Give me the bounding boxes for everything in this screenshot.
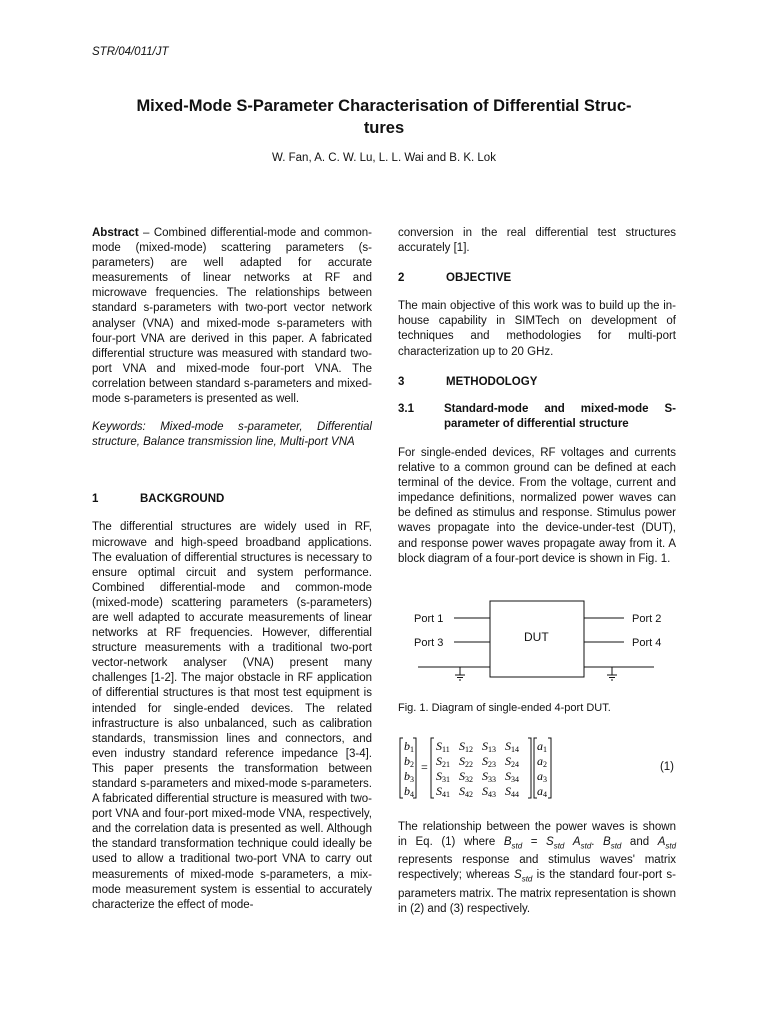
matrix-s-34: S34 [505, 768, 519, 784]
matrix-s-11: S11 [436, 738, 450, 754]
matrix-s-22: S22 [459, 753, 473, 769]
matrix-s-24: S24 [505, 753, 519, 769]
closing-text: The relationship between the power waves is shown in Eq. (1) where $B_{std} = S_{std}$ $A_{std}$. $B_{std}$ and $A_{std}$ represents response and stimulus waves' matrix respectively; whereas $S_{std}$ is the standard four-port s-parameters matrix. The matrix representation is shown in (2) and (3) respectively. [398, 820, 677, 915]
section-1-text: The differential structures are widely used in RF, microwave and high-speed broadband applications. The evaluation of differential structures is necessary to ensure optimal circuit and system performance. Combined differential-mode and common-mode (mixed-mode) scattering parameters (s-parameters) are well adapted to accurate measurements of linear networks at RF frequencies. However, differential structure measurements with a traditional two-port vector-network analyser (VNA) present many challenges [1-2]. The major obstacle in RF application of differential structures is that most test equipment is intended for single-ended devices. The related infrastructure is also unbalanced, such as calibration standards, transmission lines and connectors, and even industry standard reference impedance [3-4]. This paper presents the transformation between standard s-parameters and mixed-mode s-parameters. A fabricated differential structure is measured with two-port VNA and four-port mixed-mode VNA, respectively, and the correlation data is presented as well. Although the standard transformation technique could ideally be used to allow a traditional two-port VNA to carry out measurements of mixed-mode s-parameters, a mix-mode measurement system is essential to accurately characterize the effect of mode- [92, 521, 372, 911]
ground-symbol-right-icon [607, 667, 617, 680]
port-3-label: Port 3 [414, 636, 444, 649]
section-3-title: METHODOLOGY [446, 375, 538, 388]
matrix-a-2: a2 [537, 753, 547, 769]
matrix-a-3: a3 [537, 768, 547, 784]
section-3-number: 3 [398, 375, 405, 388]
matrix-s-43: S43 [482, 783, 496, 799]
matrix-s-21: S21 [436, 753, 450, 769]
matrix-s-12: S12 [459, 738, 473, 754]
port-4-label: Port 4 [632, 636, 662, 649]
matrix-s-23: S23 [482, 753, 496, 769]
left-column [92, 226, 372, 913]
keywords: Keywords: Mixed-mode s-parameter, Differential structure, Balance transmission line, Multi-port VNA [92, 421, 372, 449]
matrix-equation [398, 736, 568, 802]
authors: W. Fan, A. C. W. Lu, L. L. Wai and B. K. Lok [272, 152, 496, 164]
matrix-b-4: b4 [404, 783, 414, 799]
port-1-label: Port 1 [414, 612, 444, 625]
matrix-s-14: S14 [505, 738, 519, 754]
figure-1-caption: Fig. 1. Diagram of single-ended 4-port DUT. [398, 701, 611, 714]
paper-title [92, 95, 676, 139]
matrix-b-3: b3 [404, 768, 414, 784]
section-2-text: The main objective of this work was to build up the in-house capability in SIMTech on development of techniques and methodologies for multi-port characterization up to 20 GHz. [398, 300, 676, 358]
matrix-s-44: S44 [505, 783, 519, 799]
matrix-b-2: b2 [404, 753, 414, 769]
matrix-s-31: S31 [436, 768, 450, 784]
matrix-b-1: b1 [404, 738, 414, 754]
section-2-title: OBJECTIVE [446, 272, 512, 285]
matrix-a-4: a4 [537, 783, 547, 799]
right-column [398, 226, 676, 917]
matrix-s-33: S33 [482, 768, 496, 784]
section-2-number: 2 [398, 272, 405, 285]
equals-sign: = [421, 759, 428, 774]
dut-label: DUT [524, 629, 549, 644]
right-intro-text: conversion in the real differential test structures accurately [1]. [398, 227, 676, 255]
equation-1-number: (1) [659, 760, 674, 773]
section-3-1-text: For single-ended devices, RF voltages and currents relative to a common ground can be defined at each terminal of the device. From the voltage, current and impedance definitions, normalized power waves can be defined as stimulus and response. Stimulus power waves propagate into the device-under-test (DUT), and response power waves propagate away from it. A block diagram of a four-port device is shown in Fig. 1. [398, 446, 676, 565]
matrix-s-42: S42 [459, 783, 473, 799]
equation-1 [398, 736, 676, 802]
figure-1 [398, 591, 676, 691]
abstract-text: – Combined differential-mode and common-mode (mixed-mode) scattering parameters (s-parameters) are well adapted for accurate measurements of linear networks at RF and microwave frequencies. The relationships between standard s-parameters with two-port vector network analyser (VNA) and mixed-mode s-parameters with four-port VNA are derived in this paper. A fabricated differential structure was measured with standard two-port VNA and mixed-mode four-port VNA. The correlation between standard s-parameters and mixed-mode s-parameters is presented as well. [92, 227, 372, 406]
section-1-heading [92, 492, 372, 507]
matrix-s-41: S41 [436, 783, 450, 799]
abstract-label: Abstract [92, 227, 139, 239]
section-2-heading [398, 271, 676, 286]
matrix-a-1: a1 [537, 738, 547, 754]
section-3-1-number: 3.1 [398, 402, 414, 415]
title-line-1: Mixed-Mode S-Parameter Characterisation of Differential Struc- [136, 97, 632, 115]
section-1-title: BACKGROUND [140, 493, 225, 506]
matrix-s-32: S32 [459, 768, 473, 784]
report-id: STR/04/011/JT [92, 46, 169, 58]
matrix-s-13: S13 [482, 738, 496, 754]
closing-lead: The relationship between the power waves is shown in Eq. (1) where [398, 820, 676, 848]
ground-symbol-left-icon [455, 667, 465, 680]
section-1-number: 1 [92, 493, 99, 506]
section-3-heading [398, 375, 676, 390]
port-2-label: Port 2 [632, 612, 662, 625]
title-line-2: tures [363, 119, 405, 137]
section-3-1-heading [398, 402, 676, 432]
abstract [92, 226, 372, 407]
section-3-1-title: Standard-mode and mixed-mode S-parameter of differential structure [444, 402, 676, 430]
